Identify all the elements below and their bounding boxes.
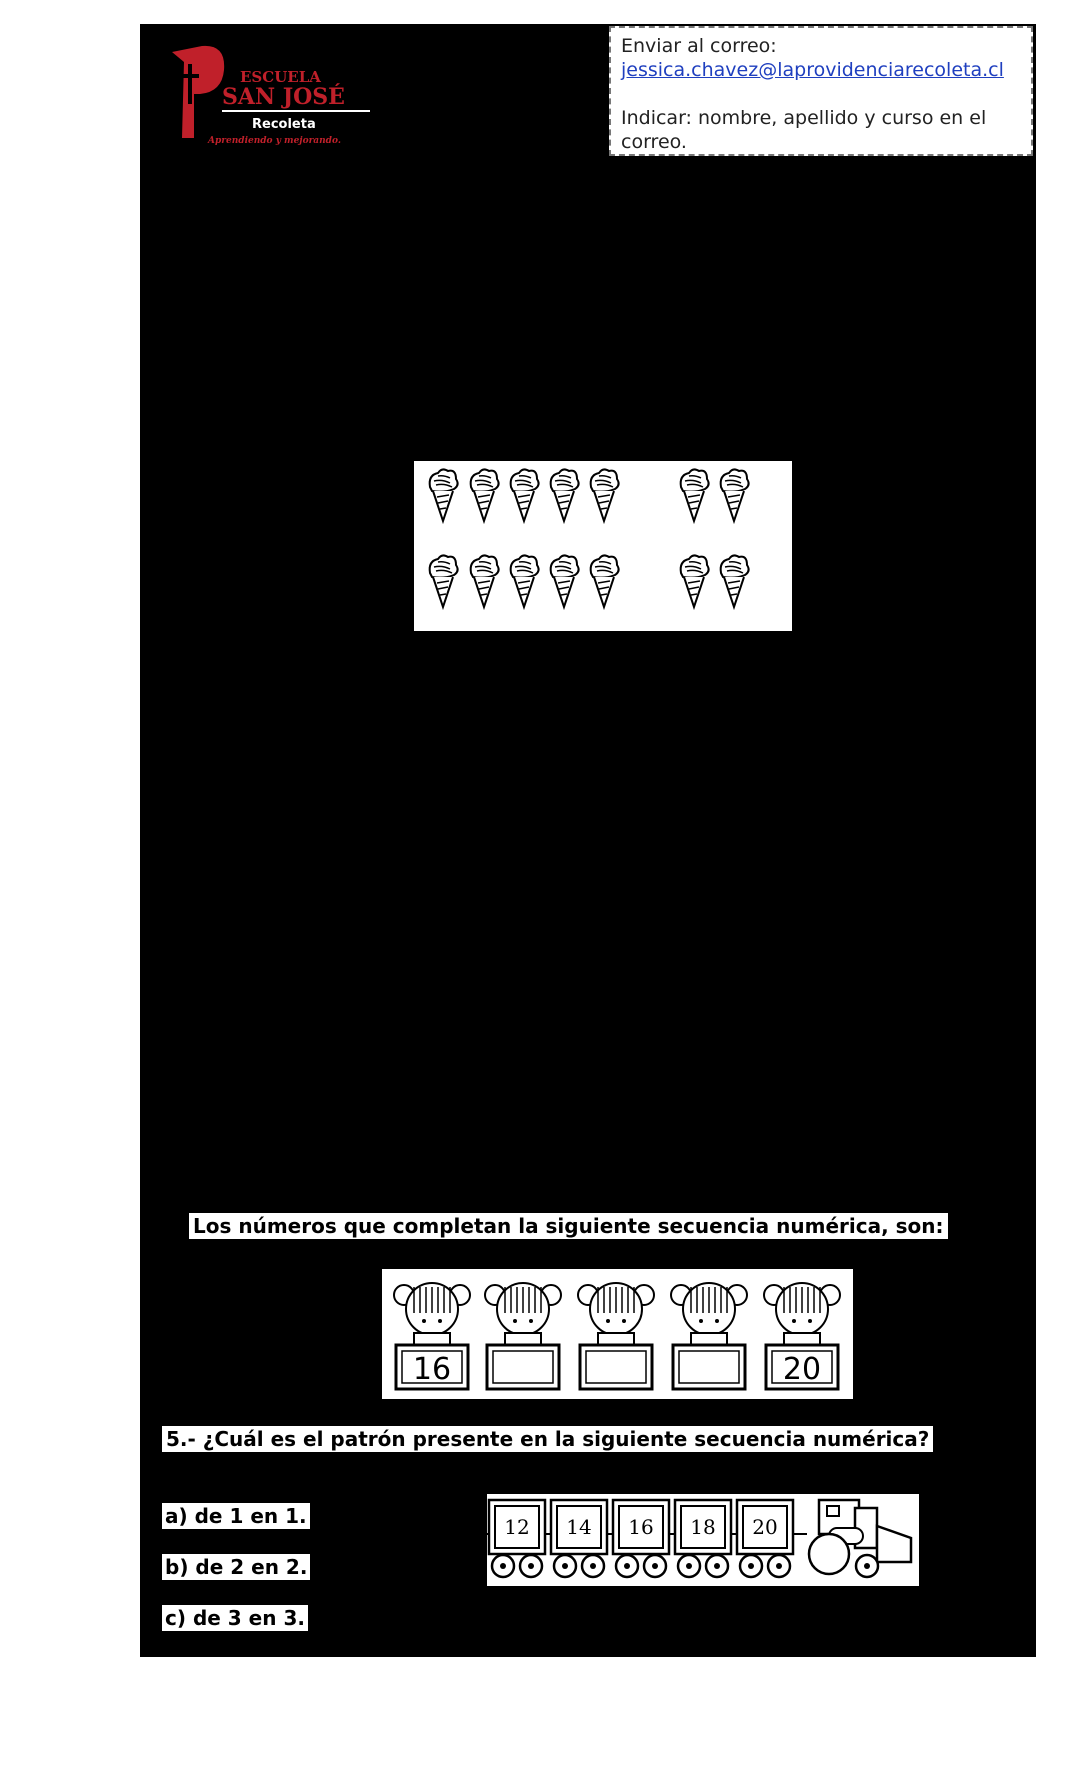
train-car <box>551 1500 607 1577</box>
ice-cream-cone-icon <box>551 469 579 521</box>
ice-cream-cone-icon <box>511 469 539 521</box>
send-label: Enviar al correo: <box>621 35 777 57</box>
contact-box <box>609 26 1033 156</box>
train-number: 14 <box>566 1515 592 1539</box>
sequence-number: 16 <box>412 1352 452 1387</box>
train-car <box>737 1500 793 1577</box>
ice-cream-image <box>414 461 792 631</box>
option-c[interactable]: c) de 3 en 3. <box>162 1605 308 1631</box>
option-a[interactable]: a) de 1 en 1. <box>162 1503 310 1529</box>
kids-sequence-image <box>382 1269 853 1399</box>
locomotive-icon <box>809 1500 911 1577</box>
train-number: 20 <box>752 1515 778 1539</box>
train-car <box>613 1500 669 1577</box>
ice-cream-cone-icon <box>721 469 749 521</box>
question-5-text: 5.- ¿Cuál es el patrón presente en la siguiente secuencia numérica? <box>162 1426 933 1452</box>
logo-line2: SAN JOSÉ <box>222 84 345 110</box>
ice-cream-cone-icon <box>511 555 539 607</box>
ice-cream-cone-icon <box>430 555 458 607</box>
ice-cream-cone-icon <box>681 469 709 521</box>
kid-with-sign <box>394 1283 470 1389</box>
logo-line3: Recoleta <box>252 117 316 132</box>
kid-with-sign <box>764 1283 840 1389</box>
question-4-text: Los números que completan la siguiente secuencia numérica, son: <box>189 1213 948 1239</box>
ice-cream-cone-icon <box>591 469 619 521</box>
kid-with-sign <box>485 1283 561 1389</box>
option-b[interactable]: b) de 2 en 2. <box>162 1554 310 1580</box>
ice-cream-cone-icon <box>591 555 619 607</box>
ice-cream-cone-icon <box>721 555 749 607</box>
ice-cream-cone-icon <box>430 469 458 521</box>
sequence-number: 20 <box>782 1352 822 1387</box>
ice-cream-cone-icon <box>681 555 709 607</box>
logo-line1: ESCUELA <box>240 68 321 86</box>
train-sequence-image <box>487 1494 919 1586</box>
instruction-text: Indicar: nombre, apellido y curso en el correo. <box>621 107 987 153</box>
ice-cream-cone-icon <box>471 469 499 521</box>
train-car <box>489 1500 545 1577</box>
train-car <box>675 1500 731 1577</box>
train-number: 18 <box>690 1515 716 1539</box>
kid-with-sign <box>578 1283 654 1389</box>
train-number: 16 <box>628 1515 654 1539</box>
ice-cream-cone-icon <box>551 555 579 607</box>
email-link[interactable]: jessica.chavez@laprovidenciarecoleta.cl <box>621 59 1004 81</box>
ice-cream-cone-icon <box>471 555 499 607</box>
kid-with-sign <box>671 1283 747 1389</box>
logo-tagline: Aprendiendo y mejorando. <box>208 136 341 146</box>
school-logo <box>164 42 374 146</box>
train-number: 12 <box>504 1515 530 1539</box>
worksheet-page <box>140 24 1036 1657</box>
